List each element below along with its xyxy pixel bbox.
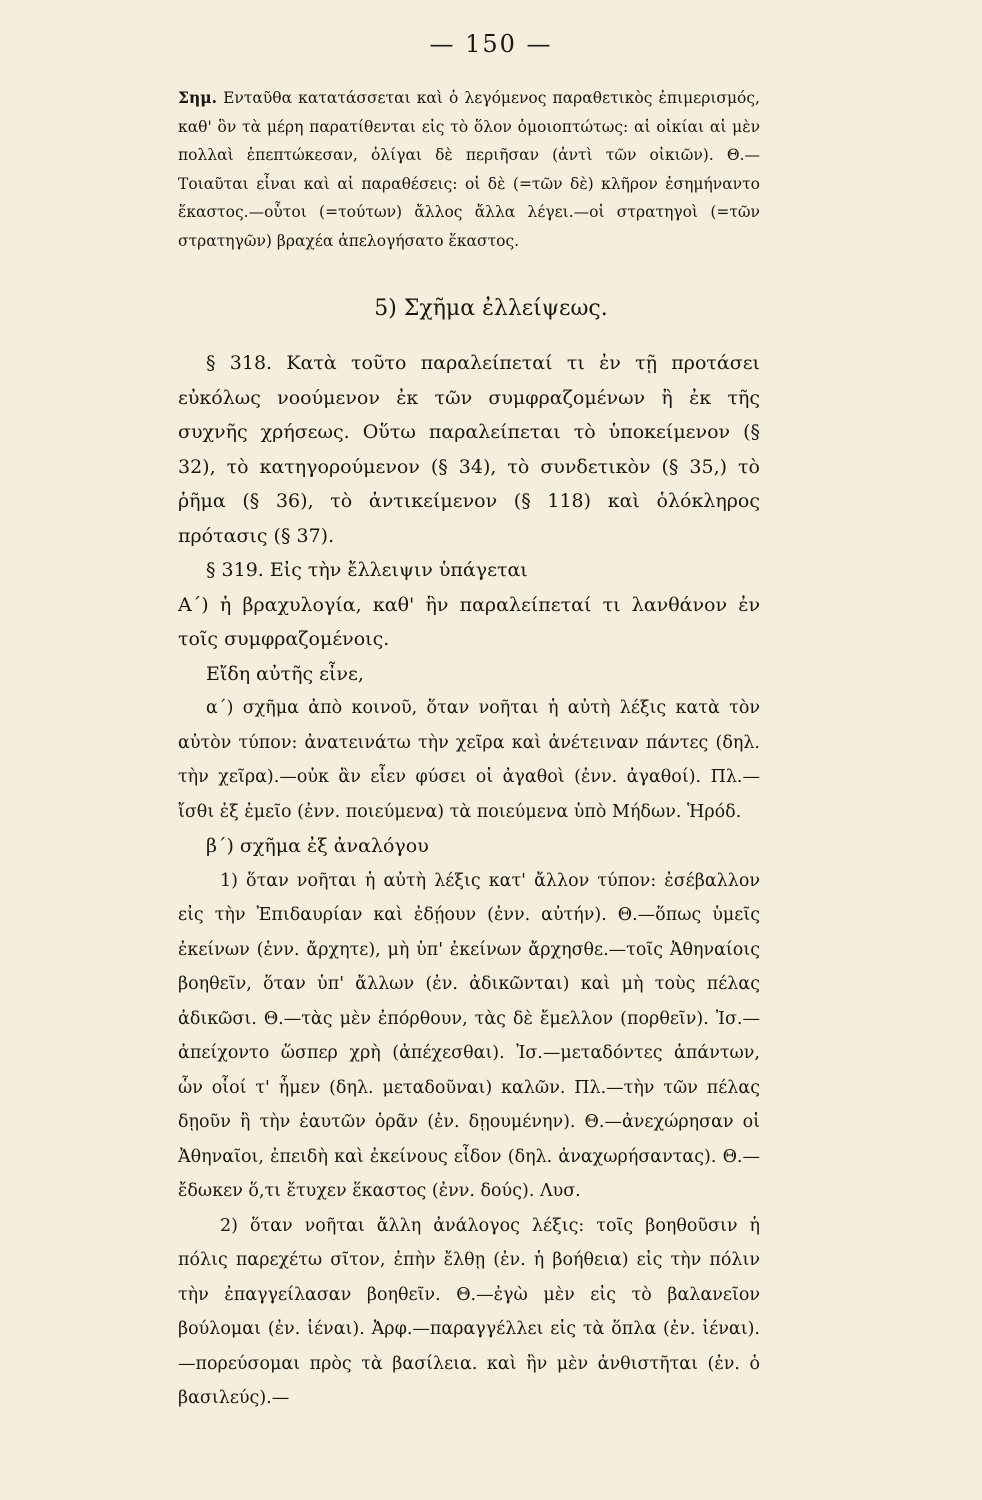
- paragraph-ex-analogou: β΄) σχῆμα ἐξ ἀναλόγου: [206, 835, 429, 857]
- paragraph-318: § 318. Κατὰ τοῦτο παραλείπεταί τι ἐν τῇ προτάσει εὐκόλως νοούμενον ἐκ τῶν συμφραζομένων ἢ ἐκ τῆς συχνῆς χρήσεως. Οὕτω παραλείπεται τὸ ὑποκείμενον (§ 32), τὸ κατηγορούμενον (§ 34), τὸ συνδετικὸν (§ 35,) τὸ ῥῆμα (§ 36), τὸ ἀντικείμενον (§ 118) καὶ ὁλόκληρος πρότασις (§ 37).: [178, 352, 760, 547]
- paragraph-case-2: 2) ὅταν νοῆται ἄλλη ἀνάλογος λέξις: τοῖς βοηθοῦσιν ἡ πόλις παρεχέτω σῖτον, ἐπὴν ἔλθῃ (ἐν. ἡ βοήθεια) εἰς τὴν πόλιν τὴν ἐπαγγείλασαν βοηθεῖν. Θ.—ἐγὼ μὲν εἰς τὸ βαλανεῖον βούλομαι (ἐν. ἰέναι). Ἀρφ.—παραγγέλλει εἰς τὰ ὅπλα (ἐν. ἰέναι).—πορεύσομαι πρὸς τὰ βασίλεια. καὶ ἢν μὲν ἀνθιστῆται (ἐν. ὁ βασιλεύς).—: [178, 1215, 760, 1408]
- paragraph-case-1: 1) ὅταν νοῆται ἡ αὐτὴ λέξις κατ' ἄλλον τύπον: ἐσέβαλλον εἰς τὴν Ἐπιδαυρίαν καὶ ἐδῄουν (ἐνν. αὐτήν). Θ.—ὅπως ὑμεῖς ἐκείνων (ἐνν. ἄρχητε), μὴ ὑπ' ἐκείνων ἄρχησθε.—τοῖς Ἀθηναίοις βοηθεῖν, ὅταν ὑπ' ἄλλων (ἐν. ἀδικῶνται) καὶ μὴ τοὺς πέλας ἀδικῶσι. Θ.—τὰς μὲν ἐπόρθουν, τὰς δὲ ἔμελλον (πορθεῖν). Ἰσ.— ἀπείχοντο ὥσπερ χρὴ (ἀπέχεσθαι). Ἰσ.—μεταδόντες ἁπάντων, ὧν οἷοί τ' ἦμεν (δηλ. μεταδοῦναι) καλῶν. Πλ.—τὴν τῶν πέλας δῃοῦν ἢ τὴν ἑαυτῶν ὁρᾶν (ἐν. δῃουμένην). Θ.—ἀνεχώρησαν οἱ Ἀθηναῖοι, ἐπειδὴ καὶ ἐκείνους εἶδον (δηλ. ἀναχωρήσαντας). Θ.—ἔδωκεν ὅ,τι ἔτυχεν ἕκαστος (ἐνν. δούς). Λυσ.: [178, 870, 760, 1201]
- paragraph-types: Εἴδη αὐτῆς εἶνε,: [206, 662, 364, 685]
- section-heading: 5) Σχῆμα ἐλλείψεως.: [374, 296, 608, 321]
- paragraph-brachylogy: Α΄) ἡ βραχυλογία, καθ' ἣν παραλείπεταί τι λανθάνον ἐν τοῖς συμφραζομένοις.: [178, 593, 760, 650]
- page-number: — 150 —: [429, 30, 553, 58]
- note-text: Ενταῦθα κατατάσσεται καὶ ὁ λεγόμενος παραθετικὸς ἐπιμερισμός, καθ' ὃν τὰ μέρη παρατίθενται εἰς τὸ ὅλον ὁμοιοπτώτως: αἱ οἰκίαι αἱ μὲν πολλαὶ ἐπεπτώκεσαν, ὀλίγαι δὲ περιῆσαν (ἀντὶ τῶν οἰκιῶν). Θ.—Τοιαῦται εἶναι καὶ αἱ παραθέσεις: οἱ δὲ (=τῶν δὲ) κλῆρον ἐσημήναντο ἕκαστος.—οὗτοι (=τούτων) ἄλλος ἄλλα λέγει.—οἱ στρατηγοὶ (=τῶν στρατηγῶν) βραχέα ἀπελογήσατο ἕκαστος.: [178, 89, 760, 250]
- main-text: [178, 346, 760, 1416]
- note-label: Σημ.: [178, 88, 217, 107]
- paragraph-319: § 319. Εἰς τὴν ἔλλειψιν ὑπάγεται: [206, 559, 528, 581]
- paragraph-apo-koinou: α΄) σχῆμα ἀπὸ κοινοῦ, ὅταν νοῆται ἡ αὐτὴ λέξις κατὰ τὸν αὐτὸν τύπον: ἀνατεινάτω τὴν χεῖρα καὶ ἀνέτειναν πάντες (δηλ. τὴν χεῖρα).—οὐκ ἂν εἶεν φύσει οἱ ἀγαθοὶ (ἐνν. ἀγαθοί). Πλ.— ἴσθι ἐξ ἐμεῖο (ἐνν. ποιεύμενα) τὰ ποιεύμενα ὑπὸ Μήδων. Ἡρόδ.: [178, 698, 760, 822]
- note-block: [178, 84, 760, 255]
